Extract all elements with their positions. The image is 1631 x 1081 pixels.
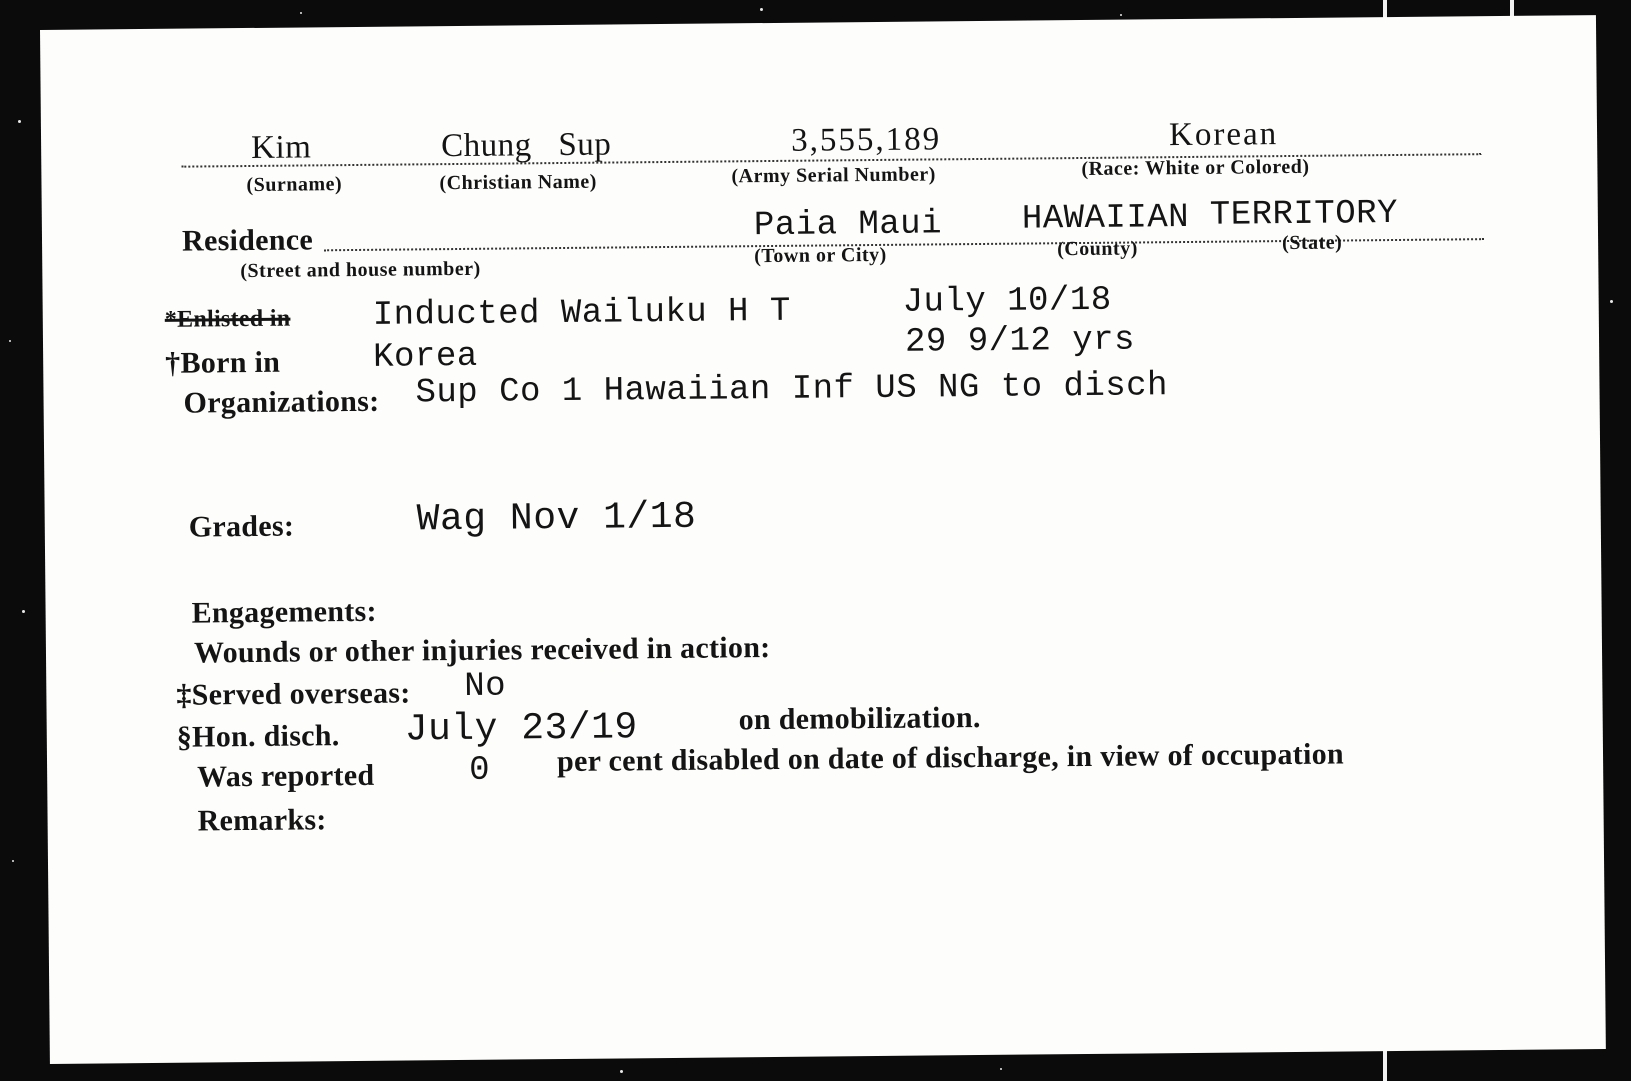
street-label: (Street and house number) <box>240 257 481 283</box>
discharge-date: July 23/19 <box>404 706 638 752</box>
born-label: †Born in <box>165 345 281 380</box>
overseas-value: No <box>464 667 507 706</box>
organizations-label: Organizations: <box>183 384 380 420</box>
reported-label: Was reported <box>197 758 375 794</box>
race-label: (Race: White or Colored) <box>1081 155 1310 181</box>
serial-number-label: (Army Serial Number) <box>731 163 936 188</box>
wounds-label: Wounds or other injuries received in action: <box>193 631 771 670</box>
age-value: 29 9/12 yrs <box>904 321 1136 362</box>
town-label: (Town or City) <box>754 243 887 268</box>
residence-label: Residence <box>181 223 314 258</box>
disabled-percent-value: 0 <box>468 751 491 790</box>
discharge-suffix: on demobilization. <box>738 701 981 737</box>
record-card <box>40 15 1606 1064</box>
enlisted-value: Inducted Wailuku H T <box>372 292 792 335</box>
surname-value: Kim <box>250 129 312 166</box>
disabled-suffix: per cent disabled on date of discharge, in view of occupation <box>556 737 1345 779</box>
christian-name-value: Chung Sup <box>440 126 612 165</box>
enlisted-label: *Enlisted in <box>164 305 291 333</box>
overseas-label: ‡Served overseas: <box>176 676 411 712</box>
town-value: Paia Maui <box>753 205 943 246</box>
grades-value: Wag Nov 1/18 <box>416 495 697 542</box>
enlisted-date: July 10/18 <box>902 281 1112 322</box>
serial-number-value: 3,555,189 <box>790 121 942 159</box>
born-value: Korea <box>372 337 478 377</box>
grades-label: Grades: <box>188 509 295 544</box>
county-value: HAWAIIAN <box>1021 198 1190 239</box>
engagements-label: Engagements: <box>191 594 378 630</box>
state-label: (State) <box>1281 231 1343 255</box>
organizations-value: Sup Co 1 Hawaiian Inf US NG to disch <box>415 367 1169 413</box>
christian-name-label: (Christian Name) <box>439 170 598 195</box>
state-value: TERRITORY <box>1209 194 1399 235</box>
remarks-label: Remarks: <box>197 803 327 838</box>
discharge-label: §Hon. disch. <box>176 719 340 754</box>
surname-label: (Surname) <box>246 173 343 197</box>
county-label: (County) <box>1057 237 1138 261</box>
race-value: Korean <box>1168 116 1279 154</box>
